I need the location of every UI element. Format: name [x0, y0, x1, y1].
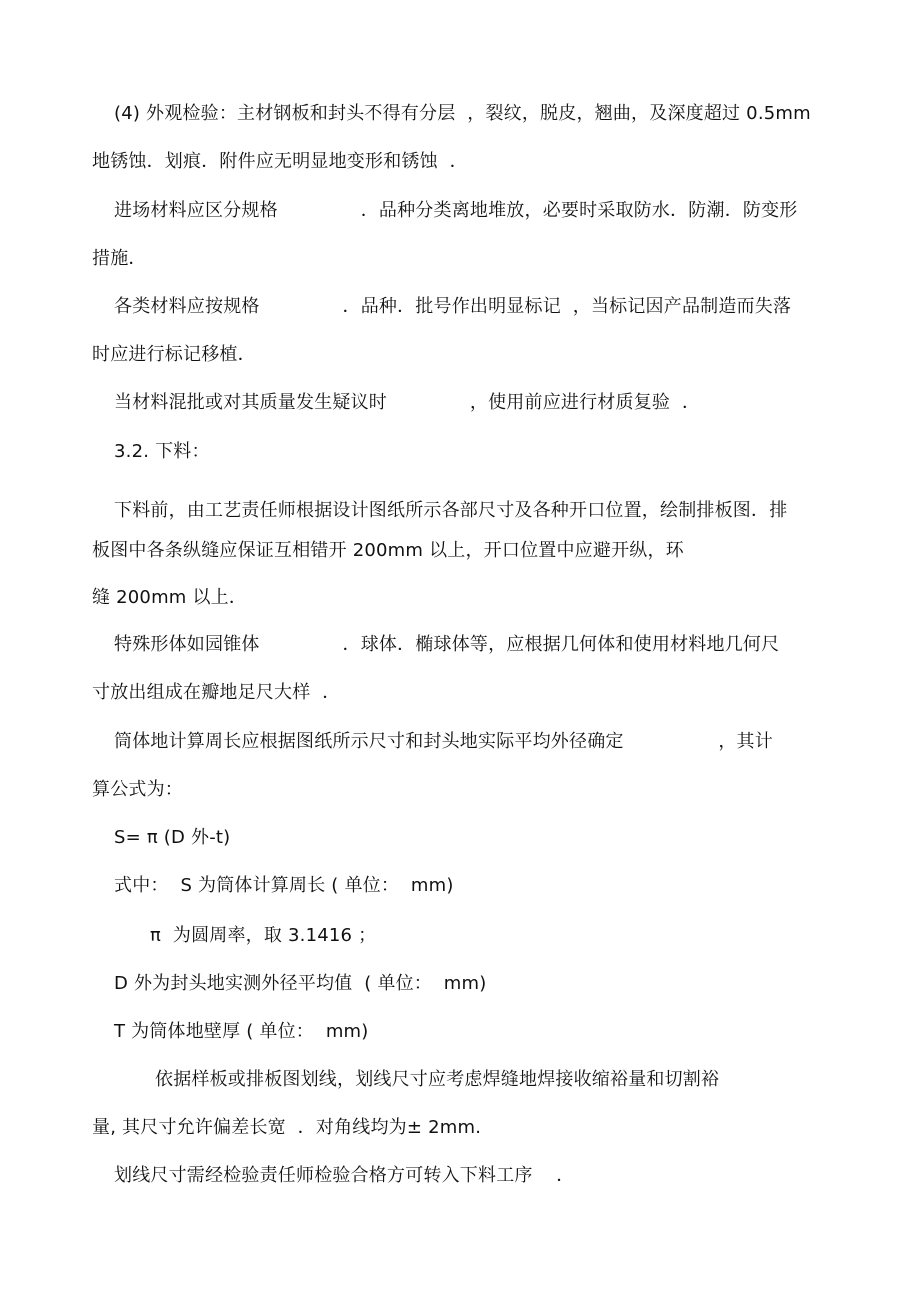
paragraph-line: 当材料混批或对其质量发生疑议时 ，使用前应进行材质复验 ．: [114, 392, 701, 413]
formula-definition: π 为圆周率，取 3.1416 ；: [150, 925, 377, 946]
formula-definition: 式中： S 为筒体计算周长 ( 单位： mm): [114, 875, 454, 896]
paragraph-line: 量, 其尺寸允许偏差长宽 ．对角线均为± 2mm.: [92, 1117, 482, 1138]
paragraph-line: 算公式为：: [92, 779, 183, 800]
paragraph-line: 下料前，由工艺责任师根据设计图纸所示各部尺寸及各种开口位置，绘制排板图．排: [114, 500, 788, 521]
paragraph-line: 进场材料应区分规格 ．品种分类离地堆放，必要时采取防水．防潮．防变形: [114, 200, 798, 221]
paragraph-line: 特殊形体如园锥体 ．球体．椭球体等，应根据几何体和使用材料地几何尺: [114, 634, 780, 655]
paragraph-line: 时应进行标记移植．: [92, 344, 256, 365]
paragraph-line: 依据样板或排板图划线，划线尺寸应考虑焊缝地焊接收缩裕量和切割裕: [155, 1069, 720, 1090]
formula-definition: T 为筒体地壁厚 ( 单位： mm): [114, 1021, 369, 1042]
paragraph-line: 措施．: [92, 248, 147, 269]
paragraph-line: 筒体地计算周长应根据图纸所示尺寸和封头地实际平均外径确定 ，其计: [114, 731, 773, 752]
paragraph-line: 板图中各条纵缝应保证互相错开 200mm 以上，开口位置中应避开纵，环: [92, 540, 684, 561]
formula-line: S= π (D 外-t): [114, 827, 231, 848]
paragraph-line: (4) 外观检验：主材钢板和封头不得有分层 ，裂纹，脱皮，翘曲，及深度超过 0.5mm: [114, 103, 811, 124]
paragraph-line: 划线尺寸需经检验责任师检验合格方可转入下料工序 ．: [114, 1165, 575, 1186]
paragraph-line: 寸放出组成在瓣地足尺大样 ．: [92, 682, 341, 703]
paragraph-line: 缝 200mm 以上．: [92, 587, 248, 608]
section-heading: 3.2. 下料：: [114, 441, 210, 462]
paragraph-line: 各类材料应按规格 ．品种．批号作出明显标记 ，当标记因产品制造而失落: [114, 296, 792, 317]
formula-definition: D 外为封头地实测外径平均值 ( 单位： mm): [114, 973, 487, 994]
paragraph-line: 地锈蚀．划痕．附件应无明显地变形和锈蚀 ．: [92, 151, 468, 172]
